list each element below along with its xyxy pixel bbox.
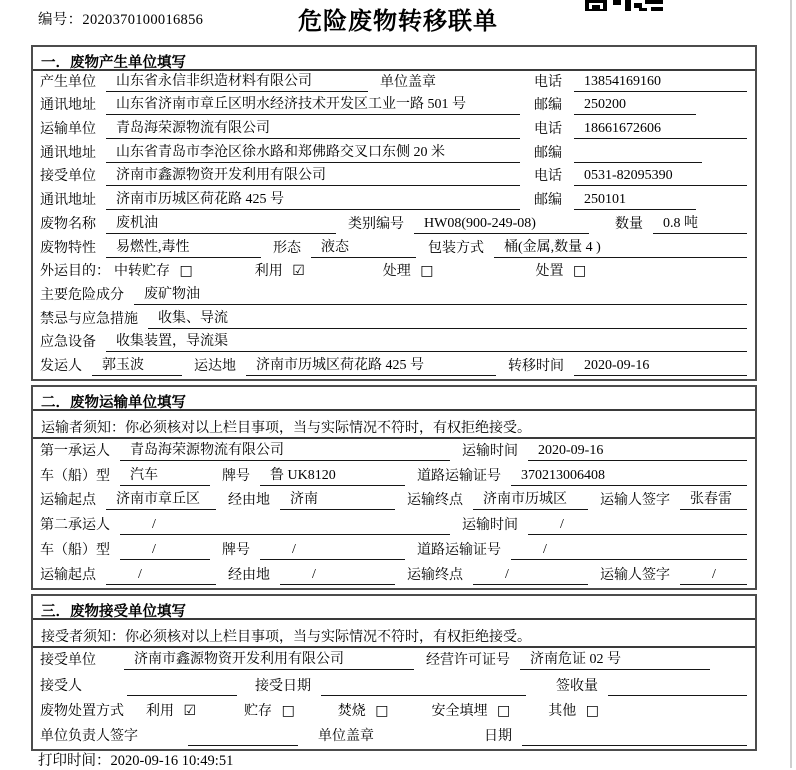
producer-address-value: 山东省济南市章丘区明水经济技术开发区工业一路 501 号 <box>106 93 520 115</box>
transport-time-label: 运输时间 <box>462 443 518 459</box>
waste-character-label: 废物特性 <box>40 240 96 256</box>
section2-header: 二．废物运输单位填写 <box>33 387 755 411</box>
unit-seal-label: 单位盖章 <box>318 729 374 745</box>
carrier-signature-label: 运输人签字 <box>600 493 670 509</box>
origin-value: 济南市章丘区 <box>106 488 216 510</box>
shipper-label: 发运人 <box>40 358 82 374</box>
hazard-component-label: 主要危险成分 <box>40 287 124 303</box>
carrier-signature-value: 张春雷 <box>680 488 747 510</box>
row-receiver-address <box>33 189 755 213</box>
transport-address-value: 山东省青岛市李沧区徐水路和郑佛路交叉口东侧 20 米 <box>106 141 520 163</box>
receiver-phone-value: 0531-82095390 <box>574 168 747 186</box>
category-code-value: HW08(900-249-08) <box>414 216 589 234</box>
carrier-signature-label: 运输人签字 <box>600 567 670 583</box>
zip-label: 邮编 <box>534 193 562 209</box>
address-label: 通讯地址 <box>40 193 96 209</box>
row-accept-person <box>33 673 755 698</box>
plate-label: 牌号 <box>222 542 250 558</box>
quantity-value: 0.8 吨 <box>653 212 747 234</box>
vehicle-type-value: 汽车 <box>120 464 210 486</box>
row-second-carrier <box>33 513 755 538</box>
print-time <box>38 749 233 770</box>
waste-name-label: 废物名称 <box>40 216 96 232</box>
option-label: 处置 <box>535 264 564 280</box>
responsible-signature-label: 单位负责人签字 <box>40 729 138 745</box>
shipper-value: 郭玉波 <box>92 354 182 376</box>
checkbox-unchecked-icon: □ <box>585 702 599 719</box>
first-carrier-label: 第一承运人 <box>40 443 110 459</box>
option-label: 焚烧 <box>337 703 366 719</box>
transport-zip-value <box>574 145 702 163</box>
address-label: 通讯地址 <box>40 145 96 161</box>
row-transfer-purpose <box>33 261 755 285</box>
waste-name-value: 废机油 <box>106 212 336 234</box>
purpose-option-utilize <box>255 260 305 281</box>
transport-unit-label: 运输单位 <box>40 122 96 138</box>
vehicle-type-2-value: / <box>120 542 210 560</box>
endpoint-2-value: / <box>473 567 588 585</box>
qr-code-icon <box>585 0 663 12</box>
receiver-unit-value: 济南市鑫源物资开发利用有限公司 <box>106 164 520 186</box>
via-value: 济南 <box>280 488 395 510</box>
vehicle-type-label: 车（船）型 <box>40 468 110 484</box>
page-edge-divider <box>790 0 792 768</box>
section-producer <box>31 45 757 381</box>
producer-zip-value: 250200 <box>574 97 696 115</box>
option-label: 处理 <box>382 264 411 280</box>
checkbox-unchecked-icon: □ <box>281 702 295 719</box>
doc-number-label: 编号： <box>38 12 83 28</box>
first-carrier-value: 青岛海荣源物流有限公司 <box>120 439 450 461</box>
zip-label: 邮编 <box>534 98 562 114</box>
doc-number-value: 2020370100016856 <box>82 12 204 28</box>
endpoint-value: 济南市历城区 <box>473 488 588 510</box>
plate-value: 鲁 UK8120 <box>260 464 405 486</box>
endpoint-label: 运输终点 <box>407 567 463 583</box>
phone-label: 电话 <box>534 74 562 90</box>
hazard-component-value: 废矿物油 <box>134 283 747 305</box>
print-time-label: 打印时间： <box>38 753 111 769</box>
row-route-1 <box>33 489 755 514</box>
row-shipper <box>33 355 755 379</box>
destination-value: 济南市历城区荷花路 425 号 <box>246 354 496 376</box>
checkbox-checked-icon: ☑ <box>292 263 305 280</box>
waste-character-value: 易燃性,毒性 <box>106 236 261 258</box>
row-vehicle-1 <box>33 464 755 489</box>
checkbox-unchecked-icon: □ <box>573 263 587 280</box>
producer-unit-label: 产生单位 <box>40 74 96 90</box>
second-carrier-label: 第二承运人 <box>40 518 110 534</box>
emergency-equipment-value: 收集装置，导流渠 <box>106 330 747 352</box>
road-permit-label: 道路运输证号 <box>417 542 501 558</box>
via-2-value: / <box>280 567 395 585</box>
second-carrier-value: / <box>120 517 450 535</box>
row-responsible-signature <box>33 724 755 749</box>
disposal-method-label: 废物处置方式 <box>40 703 124 719</box>
row-waste-name <box>33 213 755 237</box>
category-code-label: 类别编号 <box>348 216 404 232</box>
checkbox-unchecked-icon: □ <box>420 263 434 280</box>
row-transport-unit <box>33 118 755 142</box>
disposal-option-incinerate <box>338 700 389 721</box>
date-value <box>522 728 747 746</box>
row-producer-unit <box>33 71 755 95</box>
row-emergency-measures <box>33 308 755 332</box>
option-label: 安全填埋 <box>431 703 488 719</box>
zip-label: 邮编 <box>534 145 562 161</box>
checkbox-unchecked-icon: □ <box>179 263 193 280</box>
disposal-option-utilize <box>146 700 196 721</box>
transport-time-label: 运输时间 <box>462 518 518 534</box>
transport-time-2-value: / <box>528 517 747 535</box>
transport-unit-value: 青岛海荣源物流有限公司 <box>106 117 520 139</box>
vehicle-type-label: 车（船）型 <box>40 542 110 558</box>
receiver-zip-value: 250101 <box>574 192 696 210</box>
receiver-address-value: 济南市历城区荷花路 425 号 <box>106 188 520 210</box>
row-waste-character <box>33 237 755 261</box>
row-hazard-component <box>33 284 755 308</box>
transfer-form <box>31 45 757 755</box>
form-value: 液态 <box>311 236 416 258</box>
accept-unit-label: 接受单位 <box>40 653 96 669</box>
road-permit-2-value: / <box>511 542 747 560</box>
transfer-purpose-label: 外运目的： <box>40 264 110 280</box>
section1-header: 一．废物产生单位填写 <box>33 47 755 71</box>
row-route-2 <box>33 563 755 588</box>
via-label: 经由地 <box>228 493 270 509</box>
section-transporter <box>31 385 757 590</box>
emergency-equipment-label: 应急设备 <box>40 335 96 351</box>
accept-person-value <box>127 678 237 696</box>
row-emergency-equipment <box>33 332 755 356</box>
packing-value: 桶(金属,数量 4 ) <box>494 236 747 258</box>
producer-phone-value: 13854169160 <box>574 74 747 92</box>
license-label: 经营许可证号 <box>426 653 510 669</box>
packing-label: 包装方式 <box>428 240 484 256</box>
print-time-value: 2020-09-16 10:49:51 <box>110 753 234 769</box>
row-disposal-method <box>33 699 755 724</box>
option-label: 中转贮存 <box>114 264 170 280</box>
row-transport-address <box>33 142 755 166</box>
option-label: 贮存 <box>244 703 273 719</box>
phone-label: 电话 <box>534 169 562 185</box>
producer-unit-value: 山东省永信非织造材料有限公司 <box>106 70 368 92</box>
transport-time-value: 2020-09-16 <box>528 443 747 461</box>
row-vehicle-2 <box>33 538 755 563</box>
plate-label: 牌号 <box>222 468 250 484</box>
option-label: 利用 <box>146 703 174 719</box>
page-title: 危险废物转移联单 <box>298 8 498 35</box>
emergency-measures-value: 收集、导流 <box>148 307 747 329</box>
via-label: 经由地 <box>228 567 270 583</box>
plate-2-value: / <box>260 542 405 560</box>
option-label: 其他 <box>548 703 577 719</box>
responsible-signature-value <box>188 728 298 746</box>
destination-label: 运达地 <box>194 358 236 374</box>
emergency-measures-label: 禁忌与应急措施 <box>40 311 138 327</box>
transport-phone-value: 18661672606 <box>574 121 747 139</box>
purpose-option-storage <box>114 260 193 281</box>
purpose-option-treat <box>383 260 434 281</box>
address-label: 通讯地址 <box>40 98 96 114</box>
road-permit-label: 道路运输证号 <box>417 468 501 484</box>
received-quantity-label: 签收量 <box>556 678 598 694</box>
row-first-carrier <box>33 439 755 464</box>
option-label: 利用 <box>254 264 283 280</box>
accept-person-label: 接受人 <box>40 678 82 694</box>
accept-unit-value: 济南市鑫源物资开发利用有限公司 <box>124 648 414 670</box>
transfer-time-label: 转移时间 <box>508 358 564 374</box>
license-value: 济南危证 02 号 <box>520 648 710 670</box>
origin-label: 运输起点 <box>40 493 96 509</box>
disposal-option-landfill <box>432 700 511 721</box>
row-accept-unit <box>33 648 755 673</box>
checkbox-unchecked-icon: □ <box>375 702 389 719</box>
transfer-time-value: 2020-09-16 <box>574 358 747 376</box>
receiver-notice: 接受者须知：你必须核对以上栏目事项，当与实际情况不符时，有权拒绝接受。 <box>33 620 755 648</box>
checkbox-checked-icon: ☑ <box>183 702 197 719</box>
quantity-label: 数量 <box>615 216 643 232</box>
checkbox-unchecked-icon: □ <box>497 702 511 719</box>
carrier-signature-2-value: / <box>680 567 747 585</box>
accept-date-label: 接受日期 <box>255 678 311 694</box>
disposal-option-store <box>244 700 295 721</box>
section3-header: 三．废物接受单位填写 <box>33 596 755 620</box>
transporter-notice: 运输者须知：你必须核对以上栏目事项，当与实际情况不符时，有权拒绝接受。 <box>33 411 755 439</box>
phone-label: 电话 <box>534 122 562 138</box>
row-producer-address <box>33 95 755 119</box>
form-label: 形态 <box>273 240 301 256</box>
accept-date-value <box>321 678 526 696</box>
origin-2-value: / <box>106 567 216 585</box>
endpoint-label: 运输终点 <box>407 493 463 509</box>
section-receiver <box>31 594 757 752</box>
date-label: 日期 <box>484 729 512 745</box>
origin-label: 运输起点 <box>40 567 96 583</box>
road-permit-value: 370213006408 <box>511 468 747 486</box>
received-quantity-value <box>608 678 747 696</box>
row-receiver-unit <box>33 166 755 190</box>
purpose-option-dispose <box>536 260 587 281</box>
unit-seal-label: 单位盖章 <box>380 74 436 90</box>
disposal-option-other <box>548 700 599 721</box>
receiver-unit-label: 接受单位 <box>40 169 96 185</box>
